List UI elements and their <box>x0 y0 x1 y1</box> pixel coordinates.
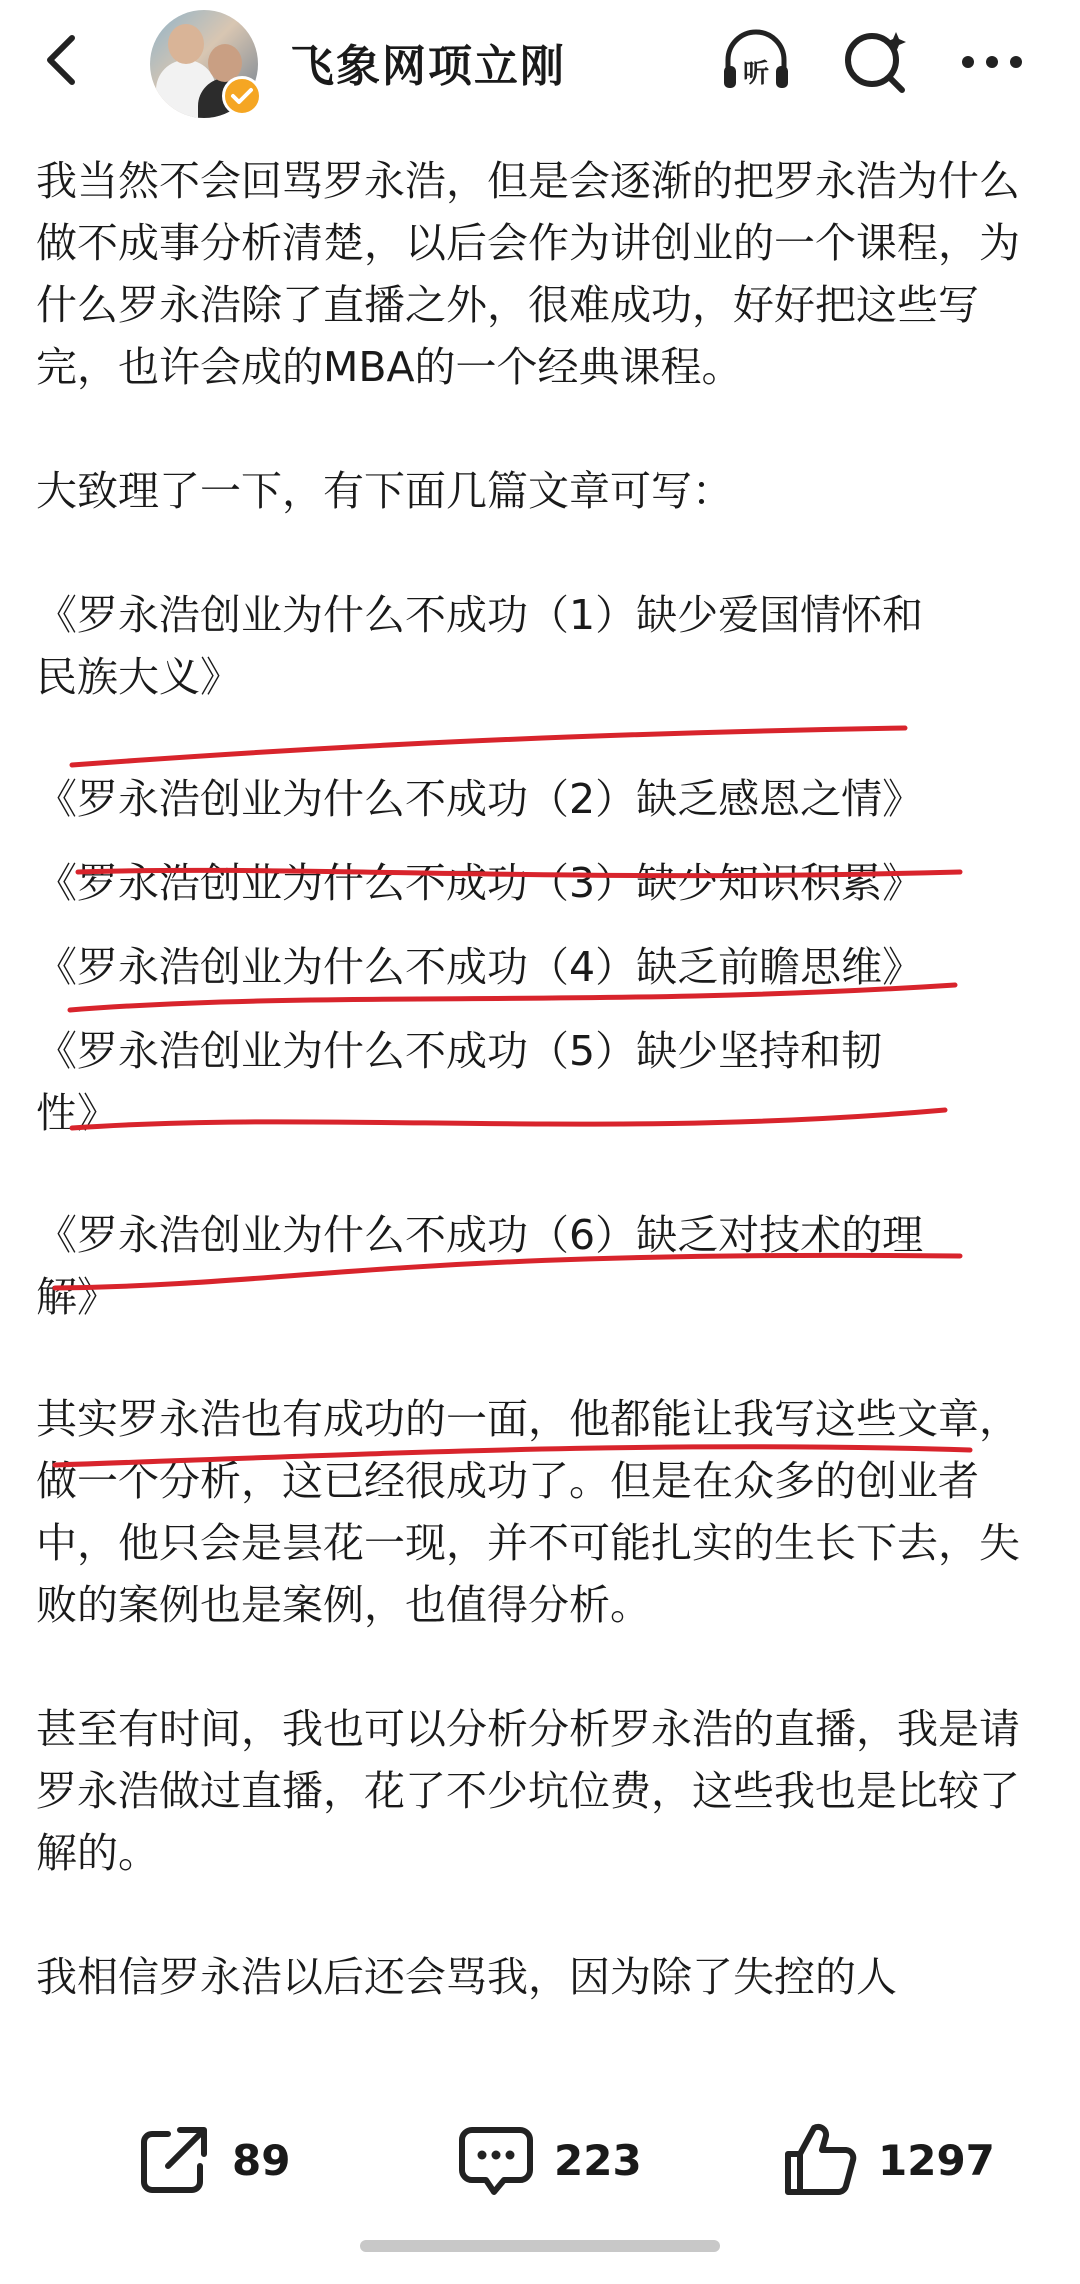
verified-badge-icon <box>222 76 262 116</box>
list-item-line: 《罗永浩创业为什么不成功（2）缺乏感恩之情》 <box>36 775 924 823</box>
article-paragraph: 大致理了一下，有下面几篇文章可写： <box>36 467 733 515</box>
share-button[interactable] <box>134 2120 290 2200</box>
like-button[interactable] <box>780 2120 995 2200</box>
list-item-line: 《罗永浩创业为什么不成功（3）缺少知识积累》 <box>36 859 924 907</box>
top-bar <box>0 0 1080 120</box>
list-item-line: 解》 <box>36 1273 118 1321</box>
share-count: 89 <box>232 2135 291 2185</box>
thumbs-up-icon <box>780 2120 860 2200</box>
list-item <box>36 1020 1046 1144</box>
article-paragraph: 我当然不会回骂罗永浩，但是会逐渐的把罗永浩为什么做不成事分析清楚，以后会作为讲创业的一个课程，为什么罗永浩除了直播之外，很难成功，好好把这些写完，也许会成的MBA的一个经典课程。 <box>36 157 1020 391</box>
list-item <box>36 1204 1046 1328</box>
like-count: 1297 <box>878 2135 995 2185</box>
comment-icon <box>456 2120 536 2200</box>
list-item <box>36 584 1046 708</box>
headphones-icon[interactable] <box>718 24 794 100</box>
list-item-line: 性》 <box>36 1089 118 1137</box>
comment-button[interactable] <box>456 2120 642 2200</box>
list-item <box>36 852 1046 914</box>
article-paragraph: 其实罗永浩也有成功的一面，他都能让我写这些文章，做一个分析，这已经很成功了。但是在众多的创业者中，他只会是昙花一现，并不可能扎实的生长下去，失败的案例也是案例，也值得分析。 <box>36 1395 1020 1629</box>
content-fade <box>0 2020 1080 2080</box>
home-indicator[interactable] <box>360 2240 720 2252</box>
article-body <box>36 150 1046 2008</box>
list-item <box>36 768 1046 830</box>
list-item-line: 《罗永浩创业为什么不成功（1）缺少爱国情怀和 <box>36 591 924 639</box>
more-icon[interactable] <box>954 24 1030 100</box>
article-paragraph: 甚至有时间，我也可以分析分析罗永浩的直播，我是请罗永浩做过直播，花了不少坑位费，这些我也是比较了解的。 <box>36 1705 1020 1877</box>
search-icon[interactable] <box>838 24 914 100</box>
list-item-line: 《罗永浩创业为什么不成功（6）缺乏对技术的理 <box>36 1211 924 1259</box>
list-item-line: 《罗永浩创业为什么不成功（4）缺乏前瞻思维》 <box>36 943 924 991</box>
list-item-line: 《罗永浩创业为什么不成功（5）缺少坚持和韧 <box>36 1027 883 1075</box>
listen-label: 听 <box>742 59 770 89</box>
article-paragraph: 我相信罗永浩以后还会骂我，因为除了失控的人 <box>36 1953 897 2001</box>
author-name[interactable]: 飞象网项立刚 <box>290 41 566 92</box>
action-bar <box>0 2080 1080 2284</box>
list-item-line: 民族大义》 <box>36 653 241 701</box>
list-item <box>36 936 1046 998</box>
share-icon <box>134 2120 214 2200</box>
chevron-left-icon[interactable] <box>38 30 88 90</box>
comment-count: 223 <box>554 2135 642 2185</box>
